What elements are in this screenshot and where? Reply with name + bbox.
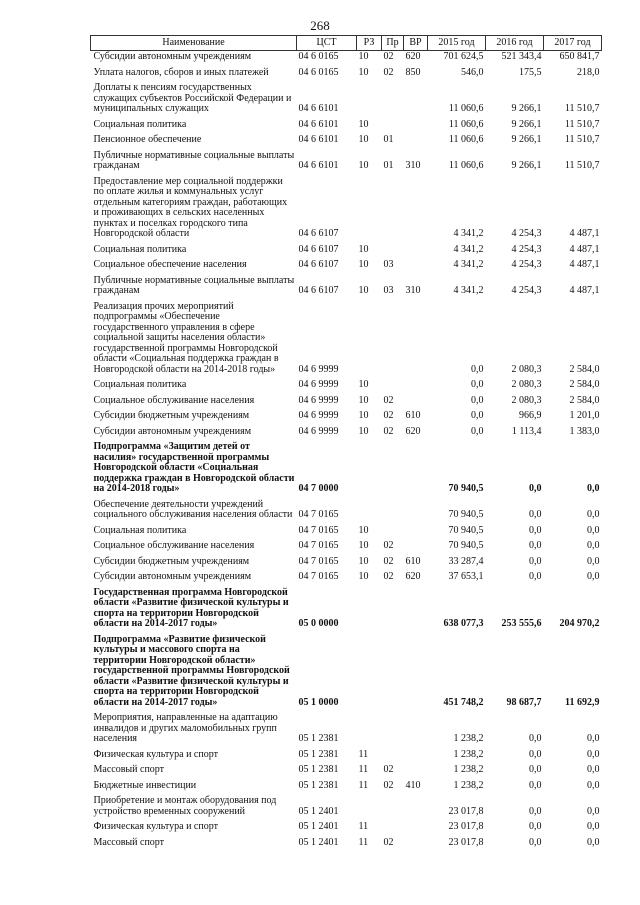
row-cst: 04 6 6107 [298, 243, 339, 255]
row-rz: 11 [358, 748, 369, 760]
row-2015: 23 017,8 [448, 805, 484, 817]
row-rz: 10 [358, 524, 369, 536]
row-cst: 05 1 2381 [298, 733, 339, 744]
row-pr [382, 79, 404, 116]
row-pr: 02 [383, 425, 394, 437]
page-number: 268 [310, 18, 330, 33]
row-rz: 10 [358, 540, 369, 551]
table-row [91, 792, 602, 818]
row-cst: 04 6 6101 [298, 134, 339, 145]
table-row [91, 522, 602, 538]
row-rz [357, 298, 382, 377]
row-name: Субсидии автономным учреждениям [93, 571, 252, 582]
row-vr: 410 [405, 779, 421, 791]
row-vr [404, 298, 428, 377]
row-name: Социальная политика [93, 379, 187, 390]
row-2015: 0,0 [471, 425, 484, 437]
row-pr [382, 173, 404, 241]
row-rz [357, 496, 382, 522]
row-name: Публичные нормативные социальные выплаты гражданам [93, 149, 295, 171]
row-rz: 10 [358, 134, 369, 145]
row-cst: 05 1 2381 [298, 779, 339, 791]
row-2015: 11 060,6 [448, 118, 484, 130]
row-rz [357, 438, 382, 496]
row-vr [404, 131, 428, 147]
row-cst: 05 0 0000 [298, 618, 339, 629]
row-2017: 0,0 [587, 483, 600, 494]
table-row [91, 777, 602, 793]
row-vr [404, 709, 428, 746]
row-2015: 11 060,6 [448, 160, 484, 171]
row-rz: 10 [358, 66, 369, 78]
row-cst: 04 7 0000 [298, 483, 339, 494]
row-cst: 04 6 9999 [298, 394, 339, 406]
row-2016: 0,0 [529, 748, 542, 760]
row-name: Публичные нормативные социальные выплаты гражданам [93, 274, 295, 296]
table-row [91, 553, 602, 569]
table-row [91, 818, 602, 834]
row-name: Предоставление мер социальной поддержки по оплате жилья и коммунальных услуг отдельным категориям граждан, работающих и проживающих в сельских населенных пунктах и поселках городского типа Новгородской области [93, 175, 288, 239]
header-pr: Пр [382, 36, 404, 51]
row-rz: 11 [358, 821, 369, 832]
row-2017: 0,0 [587, 836, 600, 848]
row-2016: 9 266,1 [511, 160, 542, 171]
row-2015: 451 748,2 [443, 696, 484, 708]
row-2017: 2 584,0 [569, 394, 600, 406]
row-2015: 37 653,1 [448, 571, 484, 582]
row-name: Обеспечение деятельности учреждений социального обслуживания населения области [93, 498, 293, 520]
row-rz: 10 [358, 410, 369, 421]
row-2016: 0,0 [529, 571, 542, 582]
row-vr: 310 [405, 285, 421, 296]
row-pr: 02 [383, 571, 394, 582]
row-pr: 02 [383, 555, 394, 567]
row-cst: 05 1 0000 [298, 696, 339, 708]
row-2017: 11 510,7 [564, 134, 600, 145]
row-name: Социальное обслуживание населения [93, 540, 255, 551]
row-vr [404, 746, 428, 762]
row-rz [357, 709, 382, 746]
row-2017: 2 584,0 [569, 363, 600, 375]
row-2016: 4 254,3 [511, 243, 542, 255]
row-2016: 4 254,3 [511, 285, 542, 296]
row-2017: 0,0 [587, 779, 600, 791]
row-cst: 04 6 6101 [298, 103, 339, 114]
row-2015: 1 238,2 [453, 779, 484, 791]
row-2017: 4 487,1 [569, 259, 600, 270]
row-name: Массовый спорт [93, 764, 165, 775]
row-2017: 0,0 [587, 524, 600, 536]
row-pr: 03 [383, 285, 394, 296]
row-cst: 05 1 2381 [298, 764, 339, 775]
row-2015: 4 341,2 [453, 243, 484, 255]
row-pr [382, 298, 404, 377]
row-pr [382, 376, 404, 392]
row-vr [404, 537, 428, 553]
row-pr [382, 746, 404, 762]
row-vr: 610 [405, 410, 421, 421]
row-pr [382, 584, 404, 631]
row-2015: 33 287,4 [448, 555, 484, 567]
row-vr [404, 834, 428, 850]
row-rz: 10 [358, 285, 369, 296]
row-cst: 04 6 9999 [298, 363, 339, 375]
row-pr: 02 [383, 540, 394, 551]
table-row [91, 631, 602, 710]
row-2016: 0,0 [529, 509, 542, 520]
row-cst: 05 1 2381 [298, 748, 339, 760]
table-row [91, 746, 602, 762]
row-2015: 11 060,6 [448, 103, 484, 114]
row-2016: 0,0 [529, 540, 542, 551]
row-2015: 1 238,2 [453, 764, 484, 775]
row-name: Социальное обеспечение населения [93, 259, 247, 270]
table-row [91, 407, 602, 423]
table-row [91, 64, 602, 80]
row-vr: 620 [405, 51, 421, 62]
table-row [91, 256, 602, 272]
row-cst: 04 6 6101 [298, 118, 339, 130]
row-2017: 1 383,0 [569, 425, 600, 437]
row-rz [357, 631, 382, 710]
row-2015: 0,0 [471, 410, 484, 421]
table-row [91, 568, 602, 584]
table-row [91, 272, 602, 298]
row-rz: 11 [358, 779, 369, 791]
row-cst: 04 6 6107 [298, 259, 339, 270]
row-cst: 05 1 2401 [298, 805, 339, 817]
row-pr [382, 818, 404, 834]
row-name: Доплаты к пенсиям государственных служащих субъектов Российской Федерации и муниципальных служащих [93, 82, 292, 114]
row-2015: 23 017,8 [448, 821, 484, 832]
row-2015: 546,0 [461, 66, 484, 78]
row-2017: 0,0 [587, 571, 600, 582]
row-2017: 2 584,0 [569, 379, 600, 390]
row-2016: 0,0 [529, 805, 542, 817]
row-vr: 620 [405, 571, 421, 582]
row-2015: 0,0 [471, 394, 484, 406]
row-name: Государственная программа Новгородской области «Развитие физической культуры и спорта на территории Новгородской области на 2014-2017 годы» [93, 586, 289, 629]
row-vr: 850 [405, 66, 421, 78]
row-pr: 01 [383, 160, 394, 171]
row-vr: 310 [405, 160, 421, 171]
row-vr [404, 438, 428, 496]
row-name: Подпрограмма «Защитим детей от насилия» государственной программы Новгородской области «Социальная поддержка граждан в Новгородской области на 2014-2018 годы» [93, 441, 295, 494]
header-vr: ВР [404, 36, 428, 51]
row-name: Субсидии бюджетным учреждениям [93, 555, 250, 567]
row-2015: 11 060,6 [448, 134, 484, 145]
row-rz: 10 [358, 379, 369, 390]
row-pr: 02 [383, 51, 394, 62]
row-2017: 0,0 [587, 555, 600, 567]
row-2015: 638 077,3 [443, 618, 484, 629]
row-rz: 10 [358, 51, 369, 62]
row-pr: 03 [383, 259, 394, 270]
row-name: Пенсионное обеспечение [93, 134, 202, 145]
row-pr: 02 [383, 764, 394, 775]
row-rz: 10 [358, 118, 369, 130]
row-name: Реализация прочих мероприятий подпрограммы «Обеспечение государственного управления в сфере социальной защиты населения области» государственной программы Новгородской области «Социальная поддержка граждан в Новгородской области на 2014-2018 годы» [93, 300, 279, 375]
row-2015: 4 341,2 [453, 259, 484, 270]
row-2015: 70 940,5 [448, 483, 484, 494]
row-pr [382, 709, 404, 746]
table-row [91, 496, 602, 522]
row-vr: 620 [405, 425, 421, 437]
row-pr: 02 [383, 836, 394, 848]
row-name: Субсидии бюджетным учреждениям [93, 410, 250, 421]
row-2016: 0,0 [529, 733, 542, 744]
row-vr [404, 631, 428, 710]
table-row [91, 51, 602, 64]
row-vr [404, 376, 428, 392]
row-vr [404, 116, 428, 132]
row-pr [382, 438, 404, 496]
row-2015: 701 624,5 [443, 51, 484, 62]
row-vr [404, 392, 428, 408]
table-row [91, 761, 602, 777]
table-row [91, 834, 602, 850]
row-2017: 204 970,2 [559, 618, 600, 629]
row-2016: 98 687,7 [506, 696, 542, 708]
row-2016: 0,0 [529, 524, 542, 536]
row-name: Приобретение и монтаж оборудования под устройство временных сооружений [93, 795, 277, 817]
row-vr [404, 792, 428, 818]
table-row [91, 131, 602, 147]
row-2016: 0,0 [529, 836, 542, 848]
row-name: Субсидии автономным учреждениям [93, 51, 252, 62]
row-pr [382, 792, 404, 818]
row-2015: 23 017,8 [448, 836, 484, 848]
row-2015: 1 238,2 [453, 733, 484, 744]
row-2016: 2 080,3 [511, 363, 542, 375]
table-header [91, 36, 602, 51]
row-cst: 04 6 9999 [298, 425, 339, 437]
row-pr [382, 496, 404, 522]
row-2016: 521 343,4 [501, 51, 542, 62]
row-2017: 650 841,7 [559, 51, 600, 62]
row-2016: 4 254,3 [511, 259, 542, 270]
row-pr [382, 631, 404, 710]
row-rz [357, 173, 382, 241]
row-name: Социальное обслуживание населения [93, 394, 255, 406]
row-2017: 0,0 [587, 805, 600, 817]
table-row [91, 241, 602, 257]
row-rz [357, 79, 382, 116]
row-2015: 70 940,5 [448, 524, 484, 536]
row-2017: 0,0 [587, 764, 600, 775]
row-vr [404, 173, 428, 241]
row-2016: 1 113,4 [511, 425, 542, 437]
row-2017: 0,0 [587, 540, 600, 551]
row-cst: 04 7 0165 [298, 524, 339, 536]
row-2017: 4 487,1 [569, 243, 600, 255]
table-row [91, 147, 602, 173]
row-2017: 0,0 [587, 733, 600, 744]
header-cst: ЦСТ [297, 36, 357, 51]
row-2016: 0,0 [529, 821, 542, 832]
table-row [91, 376, 602, 392]
row-2016: 0,0 [529, 764, 542, 775]
row-pr [382, 241, 404, 257]
header-name: Наименование [91, 36, 297, 51]
row-name: Физическая культура и спорт [93, 821, 218, 832]
row-2016: 9 266,1 [511, 118, 542, 130]
row-cst: 04 6 6107 [298, 228, 339, 239]
row-name: Мероприятия, направленные на адаптацию инвалидов и других маломобильных групп населения [93, 712, 278, 744]
row-vr [404, 584, 428, 631]
row-name: Подпрограмма «Развитие физической культуры и массового спорта на территории Новгородской области» государственной программы Новгородской области «Развитие физической культуры и спорта на территории Новгородской области на 2014-2017 годы» [93, 633, 290, 708]
header-2015: 2015 год [428, 36, 486, 51]
table-row [91, 423, 602, 439]
row-rz: 11 [358, 764, 369, 775]
row-2017: 11 510,7 [564, 103, 600, 114]
row-2017: 11 510,7 [564, 160, 600, 171]
row-2015: 0,0 [471, 379, 484, 390]
header-rz: РЗ [357, 36, 382, 51]
row-2017: 218,0 [577, 66, 600, 78]
row-cst: 04 6 0165 [298, 66, 339, 78]
row-2016: 9 266,1 [511, 103, 542, 114]
budget-table [90, 35, 602, 849]
table-row [91, 116, 602, 132]
row-rz: 10 [358, 394, 369, 406]
row-2017: 4 487,1 [569, 285, 600, 296]
row-2015: 4 341,2 [453, 285, 484, 296]
row-cst: 04 6 0165 [298, 51, 339, 62]
row-name: Уплата налогов, сборов и иных платежей [93, 66, 269, 78]
row-2016: 0,0 [529, 555, 542, 567]
row-2016: 966,9 [519, 410, 542, 421]
row-name: Массовый спорт [93, 836, 165, 848]
row-rz [357, 584, 382, 631]
row-rz: 10 [358, 555, 369, 567]
row-cst: 04 6 9999 [298, 410, 339, 421]
row-vr [404, 496, 428, 522]
table-row [91, 173, 602, 241]
table-row [91, 298, 602, 377]
row-vr [404, 241, 428, 257]
row-cst: 04 6 6101 [298, 160, 339, 171]
row-rz: 10 [358, 259, 369, 270]
row-vr [404, 79, 428, 116]
row-2017: 0,0 [587, 748, 600, 760]
table-row [91, 709, 602, 746]
row-2017: 4 487,1 [569, 228, 600, 239]
table-row [91, 392, 602, 408]
row-2017: 11 692,9 [565, 696, 600, 708]
row-2016: 0,0 [529, 483, 542, 494]
row-2017: 0,0 [587, 509, 600, 520]
row-name: Бюджетные инвестиции [93, 779, 197, 791]
row-cst: 04 7 0165 [298, 555, 339, 567]
row-2017: 1 201,0 [569, 410, 600, 421]
table-row [91, 438, 602, 496]
row-vr [404, 761, 428, 777]
row-pr: 02 [383, 394, 394, 406]
row-cst: 04 7 0165 [298, 571, 339, 582]
row-name: Социальная политика [93, 524, 187, 536]
row-2016: 9 266,1 [511, 134, 542, 145]
row-vr [404, 818, 428, 834]
row-2017: 11 510,7 [564, 118, 600, 130]
row-name: Социальная политика [93, 118, 187, 130]
row-vr [404, 522, 428, 538]
row-2015: 0,0 [471, 363, 484, 375]
row-2017: 0,0 [587, 821, 600, 832]
row-rz: 10 [358, 160, 369, 171]
table-row [91, 584, 602, 631]
row-cst: 04 6 6107 [298, 285, 339, 296]
row-rz: 10 [358, 571, 369, 582]
row-pr: 02 [383, 66, 394, 78]
table-body [91, 51, 602, 850]
row-2016: 4 254,3 [511, 228, 542, 239]
row-name: Социальная политика [93, 243, 187, 255]
row-2016: 0,0 [529, 779, 542, 791]
row-2016: 2 080,3 [511, 379, 542, 390]
row-rz: 10 [358, 425, 369, 437]
row-2015: 4 341,2 [453, 228, 484, 239]
row-2016: 2 080,3 [511, 394, 542, 406]
header-2016: 2016 год [486, 36, 544, 51]
row-vr: 610 [405, 555, 421, 567]
row-2016: 175,5 [519, 66, 542, 78]
row-rz: 10 [358, 243, 369, 255]
row-cst: 04 7 0165 [298, 540, 339, 551]
row-2016: 253 555,6 [501, 618, 542, 629]
table-row [91, 537, 602, 553]
row-rz: 11 [358, 836, 369, 848]
row-pr [382, 522, 404, 538]
row-pr [382, 116, 404, 132]
row-cst: 04 6 9999 [298, 379, 339, 390]
row-pr: 02 [383, 410, 394, 421]
row-cst: 05 1 2401 [298, 836, 339, 848]
row-rz [357, 792, 382, 818]
row-pr: 02 [383, 779, 394, 791]
row-name: Субсидии автономным учреждениям [93, 425, 252, 437]
row-cst: 04 7 0165 [298, 509, 339, 520]
header-2017: 2017 год [544, 36, 602, 51]
table-row [91, 79, 602, 116]
row-cst: 05 1 2401 [298, 821, 339, 832]
row-2015: 70 940,5 [448, 509, 484, 520]
row-pr: 01 [383, 134, 394, 145]
row-name: Физическая культура и спорт [93, 748, 218, 760]
row-2015: 70 940,5 [448, 540, 484, 551]
row-2015: 1 238,2 [453, 748, 484, 760]
row-vr [404, 256, 428, 272]
